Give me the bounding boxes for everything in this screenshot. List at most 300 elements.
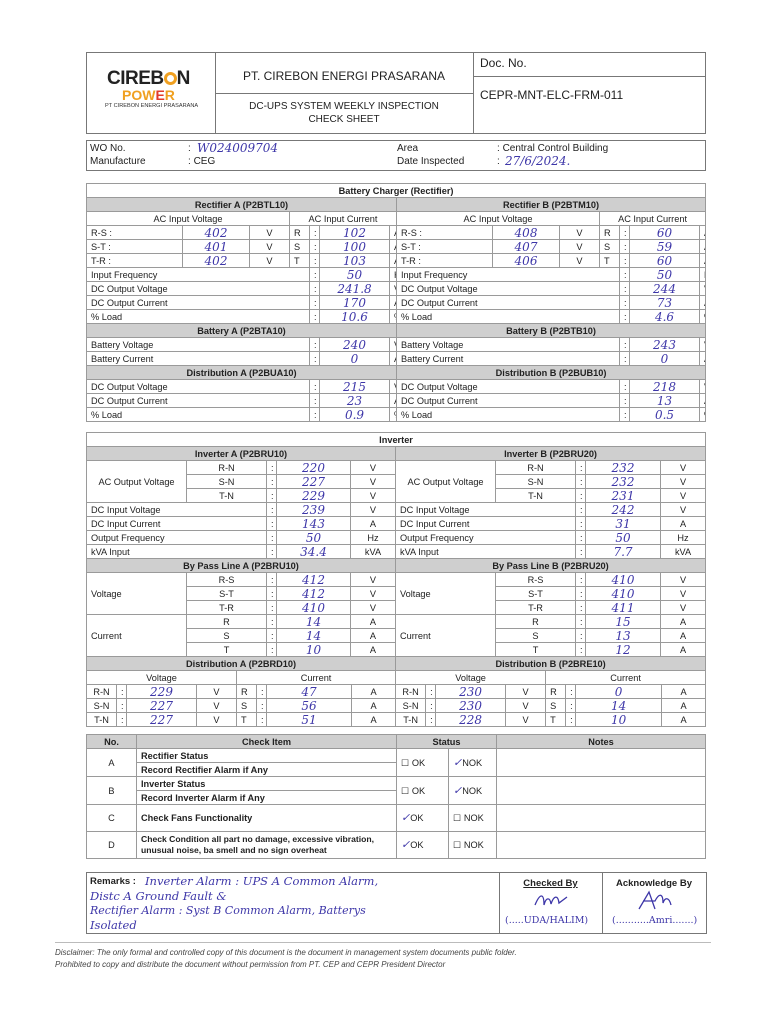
table-cell: Output Frequency: [87, 531, 267, 545]
reading-value: 244: [630, 282, 700, 296]
reading-value: 15: [586, 615, 661, 629]
table-cell: B: [87, 777, 137, 805]
table-cell: [700, 226, 706, 240]
doc-no-value: CEPR-MNT-ELC-FRM-011: [480, 88, 624, 102]
table-cell: :: [620, 338, 630, 352]
reading-value: 412: [277, 587, 351, 601]
area-value: Central Control Building: [502, 143, 609, 154]
table-cell: % Load: [397, 310, 620, 324]
reading-value: 230: [436, 685, 506, 699]
table-cell: V: [661, 601, 706, 615]
table-cell: :: [310, 338, 320, 352]
remarks-line-3: Rectifier Alarm : Syst B Common Alarm, Batterys: [90, 904, 366, 917]
table-cell: V: [560, 240, 600, 254]
reading-value: 50: [630, 268, 700, 282]
table-cell: [390, 352, 397, 366]
table-cell: [390, 310, 397, 324]
company-logo: CIREB N POWER PT CIREBON ENERGI PRASARANA: [87, 53, 216, 133]
reading-value: 218: [630, 380, 700, 394]
table-cell: Battery Current: [397, 352, 620, 366]
table-cell: :: [310, 296, 320, 310]
reading-value: 231: [586, 489, 661, 503]
manufacture-value: CEG: [193, 156, 216, 167]
table-cell: T-N: [187, 489, 267, 503]
reading-value: 230: [436, 699, 506, 713]
remarks-label: Remarks :: [90, 876, 136, 887]
table-cell: S: [187, 629, 267, 643]
table-cell: :: [310, 380, 320, 394]
table-cell: DC Output Current: [87, 394, 310, 408]
reading-value: 407: [493, 240, 560, 254]
reading-value: 411: [586, 601, 661, 615]
table-cell: [700, 338, 706, 352]
table-cell: [700, 240, 706, 254]
table-cell: DC Output Voltage: [397, 380, 620, 394]
reading-value: 59: [630, 240, 700, 254]
table-cell: R-S :: [87, 226, 183, 240]
reading-value: 51: [267, 713, 352, 727]
table-cell: R: [600, 226, 620, 240]
table-cell: DC Output Current: [397, 296, 620, 310]
table-cell: V: [351, 475, 396, 489]
table-cell: Hz: [351, 531, 396, 545]
table-cell: V: [661, 489, 706, 503]
table-cell: DC Input Voltage: [396, 503, 576, 517]
reading-value: 14: [277, 615, 351, 629]
table-cell: T-R :: [87, 254, 183, 268]
table-cell: V: [560, 226, 600, 240]
table-cell: :: [310, 268, 320, 282]
reading-value: 228: [436, 713, 506, 727]
table-cell: Status: [397, 735, 497, 749]
table-cell: A: [662, 699, 706, 713]
table-cell: :: [576, 629, 586, 643]
table-cell: No.: [87, 735, 137, 749]
wo-value: W024009704: [197, 141, 279, 155]
reading-value: 60: [630, 226, 700, 240]
table-cell: :: [117, 713, 127, 727]
date-value: 27/6/2024.: [505, 154, 571, 168]
table-cell: :: [267, 573, 277, 587]
table-cell: S-T: [496, 587, 576, 601]
table-cell: :: [267, 587, 277, 601]
reading-value: 7.7: [586, 545, 661, 559]
table-cell: [700, 380, 706, 394]
table-cell: [390, 254, 397, 268]
table-cell: DC Output Voltage: [87, 282, 310, 296]
table-cell: S: [600, 240, 620, 254]
table-cell: [390, 394, 397, 408]
status-d-nok[interactable]: ☐ NOK: [449, 832, 497, 859]
reading-value: 410: [586, 587, 661, 601]
wo-label: WO No.: [90, 143, 126, 154]
table-cell: :: [267, 643, 277, 657]
reading-value: 229: [127, 685, 197, 699]
table-cell: A: [351, 629, 396, 643]
table-cell: Check Item: [137, 735, 397, 749]
table-cell: DC Output Voltage: [397, 282, 620, 296]
table-cell: Battery Voltage: [397, 338, 620, 352]
table-cell: Record Rectifier Alarm if Any: [137, 763, 397, 777]
table-cell: A: [662, 713, 706, 727]
table-cell: :: [267, 475, 277, 489]
manufacture-label: Manufacture: [90, 156, 146, 167]
table-cell: R: [290, 226, 310, 240]
table-cell: Current: [87, 615, 187, 657]
reading-value: 220: [277, 461, 351, 475]
inverter-a-title: Inverter A (P2BRU10): [87, 447, 396, 461]
table-cell: :: [310, 282, 320, 296]
table-cell: S-N: [396, 699, 426, 713]
table-cell: :: [117, 699, 127, 713]
table-cell: T-R: [187, 601, 267, 615]
reading-value: 10: [277, 643, 351, 657]
table-cell: V: [506, 685, 546, 699]
checked-by-name: (.....UDA/HALIM): [505, 915, 589, 926]
table-cell: :: [310, 394, 320, 408]
table-cell: [390, 226, 397, 240]
notes-b[interactable]: [497, 777, 706, 805]
table-cell: :: [576, 517, 586, 531]
reading-value: 102: [320, 226, 390, 240]
table-cell: R-S: [496, 573, 576, 587]
table-cell: T-R: [496, 601, 576, 615]
table-cell: T-R :: [397, 254, 493, 268]
table-cell: :: [620, 394, 630, 408]
table-cell: :: [566, 713, 576, 727]
table-cell: A: [351, 517, 396, 531]
status-a-nok[interactable]: ✓NOK: [449, 749, 497, 777]
table-cell: V: [197, 699, 237, 713]
table-cell: V: [351, 573, 396, 587]
table-cell: DC Input Voltage: [87, 503, 267, 517]
table-cell: :: [576, 503, 586, 517]
table-cell: :: [310, 352, 320, 366]
table-cell: Voltage: [396, 671, 546, 685]
table-cell: :: [310, 310, 320, 324]
table-cell: Inverter Status: [137, 777, 397, 791]
inverter-title: Inverter: [87, 433, 706, 447]
reading-value: 13: [586, 629, 661, 643]
remarks-line-2: Distc A Ground Fault &: [90, 889, 227, 903]
table-cell: [700, 268, 706, 282]
table-cell: :: [310, 254, 320, 268]
table-cell: T-N: [87, 713, 117, 727]
logo-subtitle: PT CIREBON ENERGI PRASARANA: [105, 103, 199, 109]
battery-a-title: Battery A (P2BTA10): [87, 324, 397, 338]
table-cell: :: [426, 699, 436, 713]
company-name: PT. CIREBON ENERGI PRASARANA: [242, 69, 446, 83]
table-cell: kVA: [351, 545, 396, 559]
inverter-b-title: Inverter B (P2BRU20): [396, 447, 706, 461]
reading-value: 229: [277, 489, 351, 503]
reading-value: 240: [320, 338, 390, 352]
table-cell: :: [426, 713, 436, 727]
table-cell: :: [310, 408, 320, 422]
table-cell: :: [620, 268, 630, 282]
table-cell: V: [661, 503, 706, 517]
reading-value: 14: [277, 629, 351, 643]
reading-value: 408: [493, 226, 560, 240]
header-block: [86, 52, 706, 134]
table-cell: A: [351, 643, 396, 657]
table-cell: AC Input Voltage: [397, 212, 600, 226]
table-cell: V: [351, 587, 396, 601]
table-cell: R-N: [396, 685, 426, 699]
table-cell: T: [600, 254, 620, 268]
rectifier-a-title: Rectifier A (P2BTL10): [87, 198, 397, 212]
table-cell: :: [257, 713, 267, 727]
reading-value: 143: [277, 517, 351, 531]
reading-value: 31: [586, 517, 661, 531]
table-cell: :: [566, 685, 576, 699]
table-cell: DC Output Current: [87, 296, 310, 310]
distribution-a-title: Distribution A (P2BUA10): [87, 366, 397, 380]
table-cell: V: [351, 461, 396, 475]
table-cell: :: [310, 226, 320, 240]
table-cell: Hz: [661, 531, 706, 545]
reading-value: 34.4: [277, 545, 351, 559]
table-cell: [700, 394, 706, 408]
table-cell: V: [506, 713, 546, 727]
inverter-distribution-table: [86, 656, 706, 727]
table-cell: :: [620, 226, 630, 240]
reading-value: 402: [183, 254, 250, 268]
table-cell: kVA Input: [396, 545, 576, 559]
status-c-nok[interactable]: ☐ NOK: [449, 805, 497, 832]
table-cell: A: [661, 517, 706, 531]
table-cell: :: [620, 282, 630, 296]
rectifier-b-title: Rectifier B (P2BTM10): [397, 198, 706, 212]
reading-value: 10.6: [320, 310, 390, 324]
table-cell: D: [87, 832, 137, 859]
table-cell: A: [661, 643, 706, 657]
table-cell: A: [352, 685, 396, 699]
table-cell: A: [351, 615, 396, 629]
table-cell: R: [237, 685, 257, 699]
table-cell: AC Output Voltage: [87, 461, 187, 503]
status-b-nok[interactable]: ✓NOK: [449, 777, 497, 805]
charger-title: Battery Charger (Rectifier): [87, 184, 706, 198]
acknowledge-by-label: Acknowledge By: [615, 878, 693, 889]
reading-value: 23: [320, 394, 390, 408]
reading-value: 406: [493, 254, 560, 268]
table-cell: [390, 296, 397, 310]
table-cell: T: [496, 643, 576, 657]
notes-a[interactable]: [497, 749, 706, 777]
reading-value: 239: [277, 503, 351, 517]
table-cell: % Load: [397, 408, 620, 422]
table-cell: % Load: [87, 408, 310, 422]
reading-value: 410: [586, 573, 661, 587]
table-cell: S: [496, 629, 576, 643]
table-cell: T: [237, 713, 257, 727]
table-cell: R: [187, 615, 267, 629]
table-cell: A: [87, 749, 137, 777]
table-cell: :: [620, 352, 630, 366]
table-cell: C: [87, 805, 137, 832]
table-cell: :: [426, 685, 436, 699]
table-cell: :: [620, 240, 630, 254]
status-b-ok[interactable]: ☐ OK: [397, 777, 449, 805]
table-cell: Input Frequency: [397, 268, 620, 282]
table-cell: V: [197, 685, 237, 699]
table-cell: kVA Input: [87, 545, 267, 559]
table-cell: :: [620, 296, 630, 310]
checked-by-signature: [532, 891, 572, 911]
reading-value: 0: [576, 685, 662, 699]
reading-value: 232: [586, 461, 661, 475]
reading-value: 60: [630, 254, 700, 268]
table-cell: :: [257, 699, 267, 713]
table-cell: :: [576, 615, 586, 629]
table-cell: V: [506, 699, 546, 713]
reading-value: 412: [277, 573, 351, 587]
form-title-1: DC-UPS SYSTEM WEEKLY INSPECTION: [249, 101, 439, 112]
table-cell: Check Condition all part no damage, excessive vibration, unusual noise, ba smell and no sign overheat: [137, 832, 397, 859]
table-cell: DC Input Current: [87, 517, 267, 531]
table-cell: :: [620, 254, 630, 268]
table-cell: T: [546, 713, 566, 727]
logo-text-2: N: [176, 68, 190, 89]
table-cell: [700, 408, 706, 422]
remarks-line-4: Isolated: [90, 918, 137, 932]
table-cell: Current: [396, 615, 496, 657]
table-cell: :: [576, 461, 586, 475]
table-cell: V: [351, 601, 396, 615]
table-cell: Current: [546, 671, 706, 685]
table-cell: [390, 380, 397, 394]
table-cell: :: [566, 699, 576, 713]
bypass-b-title: By Pass Line B (P2BRU20): [396, 559, 706, 573]
table-cell: Check Fans Functionality: [137, 805, 397, 832]
table-cell: [390, 268, 397, 282]
status-c-ok[interactable]: ✓OK: [397, 805, 449, 832]
table-cell: % Load: [87, 310, 310, 324]
reading-value: 47: [267, 685, 352, 699]
table-cell: Input Frequency: [87, 268, 310, 282]
reading-value: 13: [630, 394, 700, 408]
table-cell: V: [351, 503, 396, 517]
table-cell: Battery Voltage: [87, 338, 310, 352]
doc-no-label: Doc. No.: [480, 56, 527, 70]
notes-c[interactable]: [497, 805, 706, 832]
table-cell: :: [620, 408, 630, 422]
table-cell: V: [351, 489, 396, 503]
table-cell: Voltage: [87, 573, 187, 615]
table-cell: :: [267, 615, 277, 629]
table-cell: A: [352, 699, 396, 713]
checked-by-label: Checked By: [523, 878, 578, 889]
reading-value: 4.6: [630, 310, 700, 324]
inverter-table: [86, 432, 706, 657]
table-cell: :: [267, 489, 277, 503]
table-cell: R-N: [187, 461, 267, 475]
form-title-2: CHECK SHEET: [308, 114, 380, 125]
status-a-ok[interactable]: ☐ OK: [397, 749, 449, 777]
table-cell: A: [352, 713, 396, 727]
table-cell: [390, 408, 397, 422]
table-cell: :: [267, 517, 277, 531]
table-cell: [390, 282, 397, 296]
table-cell: R-S: [187, 573, 267, 587]
distribution-b-title: Distribution B (P2BUB10): [397, 366, 706, 380]
table-cell: [390, 240, 397, 254]
reading-value: 227: [277, 475, 351, 489]
table-cell: :: [576, 531, 586, 545]
table-cell: :: [576, 587, 586, 601]
reading-value: 227: [127, 699, 197, 713]
date-label: Date Inspected: [397, 156, 465, 167]
table-cell: R-S :: [397, 226, 493, 240]
table-cell: :: [576, 489, 586, 503]
reading-value: 50: [586, 531, 661, 545]
table-cell: :: [620, 310, 630, 324]
inv-distribution-b-title: Distribution B (P2BRE10): [396, 657, 706, 671]
table-cell: Current: [237, 671, 396, 685]
table-cell: T-N: [496, 489, 576, 503]
table-cell: A: [661, 629, 706, 643]
reading-value: 50: [320, 268, 390, 282]
table-cell: [700, 296, 706, 310]
reading-value: 56: [267, 699, 352, 713]
logo-text-1: CIREB: [107, 68, 164, 89]
table-cell: A: [661, 615, 706, 629]
table-cell: Notes: [497, 735, 706, 749]
table-cell: [700, 310, 706, 324]
table-cell: V: [197, 713, 237, 727]
acknowledge-by-signature: [635, 889, 675, 913]
table-cell: R-N: [87, 685, 117, 699]
reading-value: 401: [183, 240, 250, 254]
table-cell: Voltage: [87, 671, 237, 685]
table-cell: S-N: [87, 699, 117, 713]
status-d-ok[interactable]: ✓OK: [397, 832, 449, 859]
table-cell: :: [576, 475, 586, 489]
reading-value: 0: [630, 352, 700, 366]
table-cell: V: [560, 254, 600, 268]
table-cell: S-T :: [397, 240, 493, 254]
reading-value: 170: [320, 296, 390, 310]
table-cell: :: [310, 240, 320, 254]
table-cell: R: [496, 615, 576, 629]
table-cell: S-N: [187, 475, 267, 489]
check-table: [86, 734, 706, 859]
table-cell: :: [576, 573, 586, 587]
charger-table: [86, 183, 706, 422]
table-cell: :: [267, 629, 277, 643]
table-cell: S-T: [187, 587, 267, 601]
reading-value: 215: [320, 380, 390, 394]
reading-value: 10: [576, 713, 662, 727]
table-cell: [700, 352, 706, 366]
table-cell: AC Input Current: [600, 212, 706, 226]
remarks-block: [86, 872, 707, 934]
table-cell: S: [237, 699, 257, 713]
table-cell: V: [661, 573, 706, 587]
reading-value: 0.9: [320, 408, 390, 422]
reading-value: 410: [277, 601, 351, 615]
reading-value: 73: [630, 296, 700, 310]
table-cell: V: [250, 254, 290, 268]
reading-value: 100: [320, 240, 390, 254]
notes-d[interactable]: [497, 832, 706, 859]
bypass-a-title: By Pass Line A (P2BRU10): [87, 559, 396, 573]
table-cell: V: [661, 475, 706, 489]
table-cell: AC Output Voltage: [396, 461, 496, 503]
disclaimer-line-1: Disclaimer: The only formal and controlled copy of this document is the document in management system documents public folder.: [55, 948, 517, 957]
table-cell: V: [250, 226, 290, 240]
